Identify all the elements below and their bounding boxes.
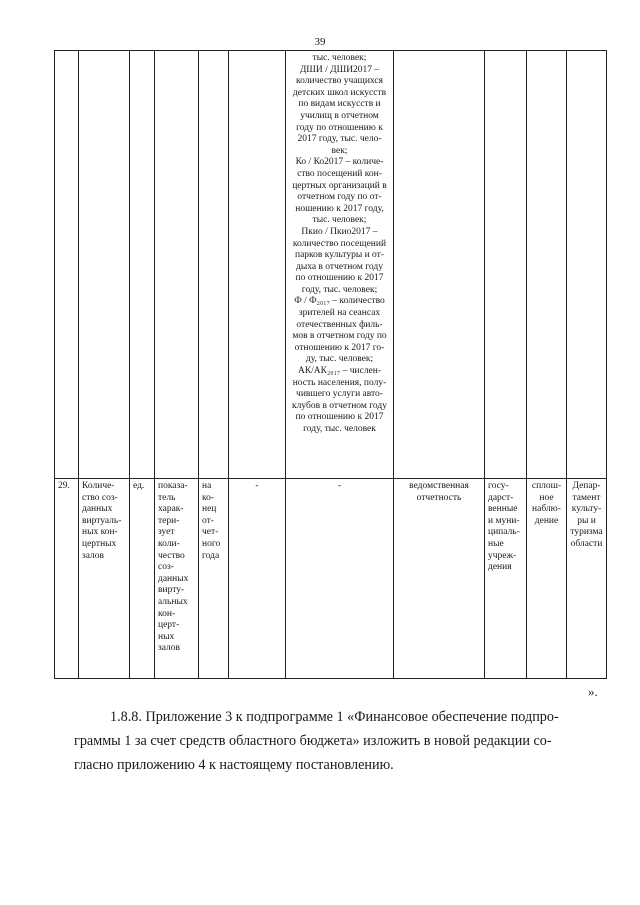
periodicity bbox=[199, 479, 229, 679]
indicator-name bbox=[79, 479, 130, 679]
formula-line: 2017 году, тыс. чело- bbox=[297, 134, 382, 145]
formula-line: детских школ искусств bbox=[292, 87, 387, 98]
table-row-29 bbox=[55, 479, 607, 679]
cell-line: учреж- bbox=[488, 550, 517, 561]
cell-line: тери- bbox=[158, 515, 180, 526]
cell-line: ных bbox=[158, 631, 175, 642]
formula-line: ношению к 2017 году, bbox=[295, 203, 384, 214]
cell-line: ципаль- bbox=[488, 527, 520, 538]
cell-line: отчетность bbox=[416, 492, 462, 503]
cell-line: ры и bbox=[577, 515, 596, 526]
paragraph-line: 1.8.8. Приложение 3 к подпрограмме 1 «Финансовое обеспечение подпро- bbox=[110, 709, 559, 725]
formula-line: ДШИ / ДШИ2017 – bbox=[299, 64, 380, 75]
cell-line: показа- bbox=[158, 481, 188, 491]
formula-line: Ко / Ко2017 – количе- bbox=[295, 157, 384, 168]
cell-empty bbox=[527, 51, 567, 479]
formula-line: ство посещений кон- bbox=[297, 168, 382, 179]
formula-line: цертных организаций в bbox=[292, 180, 387, 191]
formula-line: отчетном году по от- bbox=[297, 192, 382, 203]
unit: ед. bbox=[130, 479, 155, 679]
formula-line: количество учащихся bbox=[296, 76, 383, 87]
formula-line: Пкио / Пкио2017 – bbox=[301, 226, 378, 237]
cell-empty bbox=[567, 51, 607, 479]
collection-method bbox=[527, 479, 567, 679]
cell-line: ведомственная bbox=[409, 481, 469, 491]
formula-line: году по отношению к bbox=[296, 122, 383, 133]
cell-line: сплош- bbox=[531, 481, 562, 491]
formula-line: по отношению к 2017 bbox=[295, 273, 384, 284]
paragraph-line: гласно приложению 4 к настоящему постановлению. bbox=[74, 757, 394, 773]
closing-quote: ». bbox=[588, 684, 598, 699]
formula-line: дыха в отчетном году bbox=[296, 261, 383, 272]
cell-empty bbox=[130, 51, 155, 479]
cell-line: данных bbox=[82, 504, 113, 515]
cell-line: цертных bbox=[82, 538, 117, 549]
formula-line: Ф / Ф₂₀₁₇ – количество bbox=[294, 296, 385, 307]
cell-empty bbox=[155, 51, 199, 479]
formula-description-cell bbox=[286, 51, 394, 479]
formula-line: отношению к 2017 го- bbox=[294, 342, 385, 353]
formula-line: тыс. человек; bbox=[312, 53, 367, 63]
cell-line: залов bbox=[158, 643, 181, 654]
cell-line: ство соз- bbox=[82, 492, 118, 503]
cell-line: чет- bbox=[202, 527, 219, 538]
cell-line: залов bbox=[82, 550, 105, 561]
cell-line: тамент bbox=[572, 492, 601, 503]
cell-line: года bbox=[202, 550, 220, 561]
formula-line: чившего услуги авто- bbox=[296, 389, 383, 400]
cell-empty bbox=[229, 51, 286, 479]
cell-line: чество bbox=[158, 550, 185, 561]
cell-line: нец bbox=[202, 504, 217, 515]
cell-line: на bbox=[202, 481, 212, 491]
formula-line: году, тыс. человек bbox=[303, 424, 376, 434]
cell-line: венные bbox=[488, 504, 518, 515]
algorithm: - bbox=[229, 479, 286, 679]
formula-line: век; bbox=[331, 145, 348, 156]
cell-line: ных кон- bbox=[82, 527, 118, 538]
indicator-definition bbox=[155, 479, 199, 679]
formula: - bbox=[286, 479, 394, 679]
page-number: 39 bbox=[314, 36, 326, 48]
cell-line: ко- bbox=[202, 492, 215, 503]
cell-line: харак- bbox=[158, 504, 184, 515]
formula-line: ду, тыс. человек; bbox=[305, 354, 374, 365]
cell-line: ного bbox=[202, 538, 221, 549]
cell-line: соз- bbox=[158, 562, 174, 573]
formula-line: клубов в отчетном году bbox=[292, 400, 387, 411]
cell-line: кон- bbox=[158, 608, 176, 619]
cell-line: ное bbox=[539, 492, 554, 503]
indicators-table bbox=[54, 50, 607, 679]
cell-line: госу- bbox=[488, 481, 509, 491]
row-number: 29. bbox=[55, 479, 79, 679]
formula-line: мов в отчетном году по bbox=[292, 331, 387, 342]
cell-empty bbox=[485, 51, 527, 479]
cell-line: церт- bbox=[158, 620, 180, 631]
cell-line: от- bbox=[202, 515, 214, 526]
cell-line: коли- bbox=[158, 538, 180, 549]
cell-line: Депар- bbox=[572, 481, 601, 491]
cell-line: тель bbox=[158, 492, 176, 503]
paragraph-line: граммы 1 за счет средств областного бюджета» изложить в новой редакции со- bbox=[74, 733, 552, 749]
cell-empty bbox=[79, 51, 130, 479]
population bbox=[485, 479, 527, 679]
cell-line: виртуаль- bbox=[82, 515, 122, 526]
formula-line: отечественных филь- bbox=[296, 319, 383, 330]
amendment-paragraph bbox=[74, 705, 604, 777]
formula-line: году, тыс. человек; bbox=[301, 284, 378, 295]
cell-line: и муни- bbox=[488, 515, 520, 526]
cell-line: дарст- bbox=[488, 492, 514, 503]
cell-line: Количе- bbox=[82, 481, 115, 491]
cell-line: вирту- bbox=[158, 585, 185, 596]
formula-line: АК/АК₂₀₁₇ – числен- bbox=[297, 366, 382, 377]
cell-line: данных bbox=[158, 573, 189, 584]
cell-line: культу- bbox=[571, 504, 602, 515]
cell-line: наблю- bbox=[532, 504, 561, 515]
cell-line: туризма bbox=[570, 527, 603, 538]
formula-line: зрителей на сеансах bbox=[298, 308, 381, 319]
cell-line: ные bbox=[488, 538, 504, 549]
cell-empty bbox=[55, 51, 79, 479]
cell-empty bbox=[394, 51, 485, 479]
formula-line: по видам искусств и bbox=[298, 99, 381, 110]
cell-line: области bbox=[570, 538, 603, 549]
data-source bbox=[394, 479, 485, 679]
cell-line: дение bbox=[534, 515, 559, 526]
cell-line: дения bbox=[488, 562, 512, 573]
formula-line: ность населения, полу- bbox=[292, 377, 387, 388]
cell-line: зует bbox=[158, 527, 175, 538]
formula-line: училищ в отчетном bbox=[300, 110, 379, 121]
formula-line: тыс. человек; bbox=[312, 215, 367, 226]
cell-empty bbox=[199, 51, 229, 479]
table-row-continued bbox=[55, 51, 607, 479]
cell-line: альных bbox=[158, 596, 188, 607]
responsible-body bbox=[567, 479, 607, 679]
formula-line: парков культуры и от- bbox=[294, 250, 384, 261]
formula-line: количество посещений bbox=[292, 238, 387, 249]
formula-line: по отношению к 2017 bbox=[295, 412, 384, 423]
